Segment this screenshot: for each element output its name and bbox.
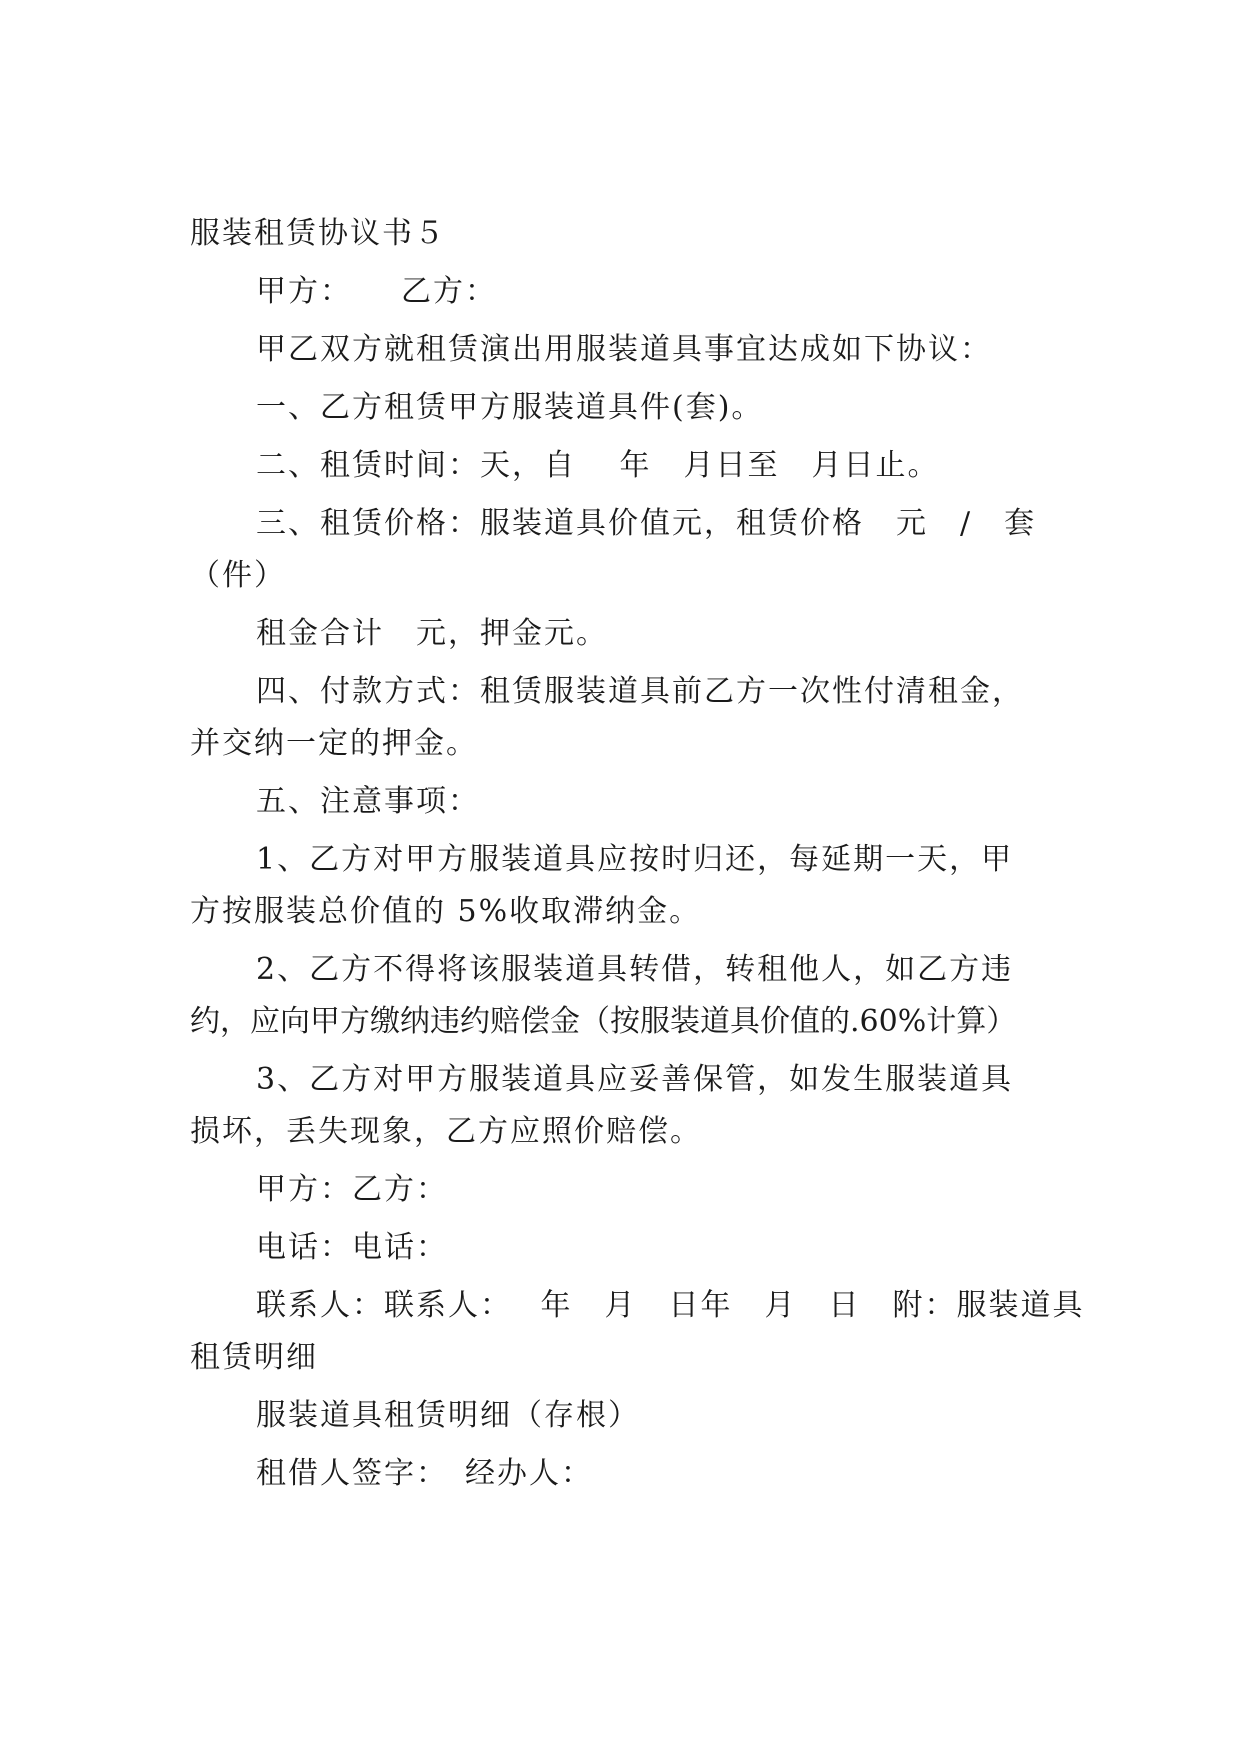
- clause-3-cont: （件）: [190, 558, 286, 593]
- appendix-signatures: 租借人签字： 经办人：: [256, 1456, 593, 1491]
- note-3-cont: 损坏，丢失现象，乙方应照价赔偿。: [190, 1114, 702, 1149]
- appendix-title: 服装道具租赁明细（存根）: [256, 1398, 640, 1433]
- document-page: [190, 214, 1085, 1494]
- signature-contacts-cont: 租赁明细: [190, 1340, 318, 1375]
- note-1: 1、乙方对甲方服装道具应按时归还，每延期一天，甲: [256, 842, 1014, 877]
- note-2-cont: 约，应向甲方缴纳违约赔偿金（按服装道具价值的.60%计算）: [190, 1004, 1017, 1039]
- signature-contacts: 联系人：联系人： 年 月 日年 月 日 附：服装道具: [256, 1288, 1085, 1323]
- note-3: 3、乙方对甲方服装道具应妥善保管，如发生服装道具: [256, 1062, 1014, 1097]
- signature-phones: 电话：电话：: [256, 1230, 448, 1265]
- clause-1: 一、乙方租赁甲方服装道具件(套)。: [256, 390, 764, 425]
- note-1-cont: 方按服装总价值的 5%收取滞纳金。: [190, 894, 702, 929]
- clause-4: 四、付款方式：租赁服装道具前乙方一次性付清租金，: [256, 674, 1024, 709]
- rent-total: 租金合计 元，押金元。: [256, 616, 608, 651]
- signature-parties: 甲方：乙方：: [256, 1172, 448, 1207]
- clause-3: 三、租赁价格：服装道具价值元，租赁价格 元 / 套: [256, 506, 1037, 541]
- note-2: 2、乙方不得将该服装道具转借，转租他人，如乙方违: [256, 952, 1014, 987]
- agreement-intro: 甲乙双方就租赁演出用服装道具事宜达成如下协议：: [256, 332, 992, 367]
- clause-4-cont: 并交纳一定的押金。: [190, 726, 478, 761]
- document-title: 服装租赁协议书５: [190, 216, 446, 251]
- clause-2: 二、租赁时间：天，自 年 月日至 月日止。: [256, 448, 940, 483]
- party-names-line: 甲方： 乙方：: [256, 274, 497, 309]
- clause-5: 五、注意事项：: [256, 784, 480, 819]
